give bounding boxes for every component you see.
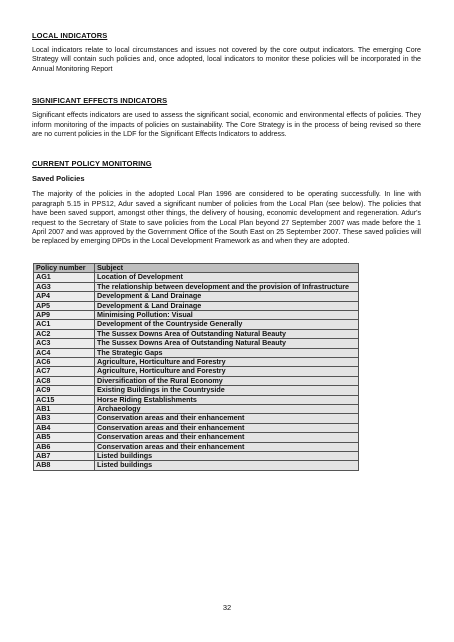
table-body bbox=[34, 273, 359, 471]
table-row bbox=[34, 367, 359, 376]
subject-cell: Listed buildings bbox=[95, 461, 359, 470]
subject-cell: Conservation areas and their enhancement bbox=[95, 433, 359, 442]
subject-cell: Conservation areas and their enhancement bbox=[95, 414, 359, 423]
subject-cell: The Sussex Downs Area of Outstanding Natural Beauty bbox=[95, 329, 359, 338]
table-row bbox=[34, 301, 359, 310]
subject-cell: Conservation areas and their enhancement bbox=[95, 442, 359, 451]
subject-cell: Development & Land Drainage bbox=[95, 292, 359, 301]
page-content bbox=[32, 31, 421, 471]
policy-number-cell: AC8 bbox=[34, 376, 95, 385]
policy-number-cell: AC7 bbox=[34, 367, 95, 376]
subject-cell: Diversification of the Rural Economy bbox=[95, 376, 359, 385]
table-row bbox=[34, 442, 359, 451]
significant-effects-heading: SIGNIFICANT EFFECTS INDICATORS bbox=[32, 96, 168, 106]
policy-number-cell: AG1 bbox=[34, 273, 95, 282]
policy-number-cell: AB7 bbox=[34, 452, 95, 461]
policy-number-cell: AP9 bbox=[34, 310, 95, 319]
policy-number-cell: AC9 bbox=[34, 386, 95, 395]
subject-cell: Horse Riding Establishments bbox=[95, 395, 359, 404]
header-policy-number: Policy number bbox=[34, 263, 95, 272]
table-row bbox=[34, 320, 359, 329]
subject-cell: Minimising Pollution: Visual bbox=[95, 310, 359, 319]
table-row bbox=[34, 273, 359, 282]
subject-cell: Existing Buildings in the Countryside bbox=[95, 386, 359, 395]
saved-policies-table bbox=[33, 263, 359, 471]
subject-cell: Agriculture, Horticulture and Forestry bbox=[95, 367, 359, 376]
policy-number-cell: AC4 bbox=[34, 348, 95, 357]
policy-number-cell: AP5 bbox=[34, 301, 95, 310]
policy-number-cell: AG3 bbox=[34, 282, 95, 291]
subject-cell: The relationship between development and the provision of Infrastructure bbox=[95, 282, 359, 291]
table-row bbox=[34, 461, 359, 470]
policy-number-cell: AC2 bbox=[34, 329, 95, 338]
policy-number-cell: AC6 bbox=[34, 357, 95, 366]
subject-cell: Conservation areas and their enhancement bbox=[95, 423, 359, 432]
subject-cell: The Strategic Gaps bbox=[95, 348, 359, 357]
saved-policies-body: The majority of the policies in the adopted Local Plan 1996 are considered to be operating successfully. In line with paragraph 5.15 in PPS12, Adur saved a significant number of policies from the Local Plan (see below). The policies that have been saved support, amongst other things, the delivery of housing, economic development and regeneration. Adur's request to the Secretary of State to save policies from the Local Plan beyond 27 September 2007 was made before the 1 April 2007 and was approved by the Government Office of the South East on 25 September 2007. These saved policies will be replaced by emerging DPDs in the Local Development Framework as and when they are adopted. bbox=[32, 190, 421, 246]
saved-policies-subheading: Saved Policies bbox=[32, 174, 85, 184]
table-row bbox=[34, 386, 359, 395]
header-subject: Subject bbox=[95, 263, 359, 272]
table-row bbox=[34, 414, 359, 423]
subject-cell: Agriculture, Horticulture and Forestry bbox=[95, 357, 359, 366]
subject-cell: Development & Land Drainage bbox=[95, 301, 359, 310]
local-indicators-body: Local indicators relate to local circumstances and issues not covered by the core output indicators. The emerging Core Strategy will contain such policies and, once adopted, local indicators to monitor these policies will be incorporated in the Annual Monitoring Report bbox=[32, 46, 421, 73]
policy-number-cell: AB4 bbox=[34, 423, 95, 432]
table-row bbox=[34, 433, 359, 442]
policy-number-cell: AB3 bbox=[34, 414, 95, 423]
table-row bbox=[34, 292, 359, 301]
table-row bbox=[34, 395, 359, 404]
page-number: 32 bbox=[222, 603, 232, 612]
local-indicators-heading: LOCAL INDICATORS bbox=[32, 31, 108, 40]
table-row bbox=[34, 339, 359, 348]
policy-number-cell: AB6 bbox=[34, 442, 95, 451]
table-header-row bbox=[34, 263, 359, 272]
subject-cell: Location of Development bbox=[95, 273, 359, 282]
policy-number-cell: AB8 bbox=[34, 461, 95, 470]
subject-cell: Archaeology bbox=[95, 404, 359, 413]
subject-cell: Development of the Countryside Generally bbox=[95, 320, 359, 329]
subject-cell: Listed buildings bbox=[95, 452, 359, 461]
significant-effects-body: Significant effects indicators are used to assess the significant social, economic and environmental effects of policies. They inform monitoring of the impacts of policies on sustainability. The Core Strategy is in the process of being revised so there are no current policies in the LDF for the Significant Effects Indicators to address. bbox=[32, 111, 421, 139]
current-policy-heading: CURRENT POLICY MONITORING bbox=[32, 159, 152, 169]
subject-cell: The Sussex Downs Area of Outstanding Natural Beauty bbox=[95, 339, 359, 348]
policy-number-cell: AB1 bbox=[34, 404, 95, 413]
table-row bbox=[34, 452, 359, 461]
policy-number-cell: AB5 bbox=[34, 433, 95, 442]
policy-number-cell: AC3 bbox=[34, 339, 95, 348]
policy-number-cell: AC1 bbox=[34, 320, 95, 329]
policy-number-cell: AC15 bbox=[34, 395, 95, 404]
policy-number-cell: AP4 bbox=[34, 292, 95, 301]
